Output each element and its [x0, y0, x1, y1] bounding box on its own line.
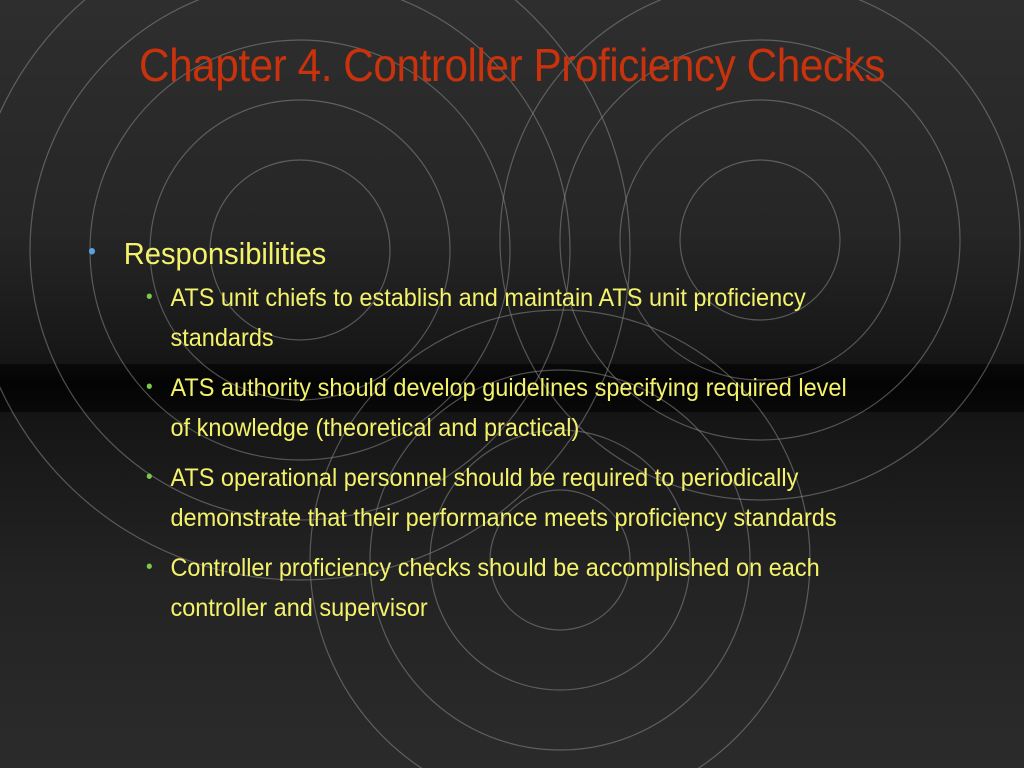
list-item-text: ATS operational personnel should be required to periodically demonstrate that their performance meets proficiency standards [170, 464, 837, 532]
sub-bullet-list [146, 278, 948, 628]
bullet-dot-icon: • [146, 556, 153, 578]
bullet-content [88, 232, 948, 638]
list-item [146, 278, 866, 358]
bullet-dot-icon: • [146, 466, 153, 488]
bullet-dot-icon: • [146, 376, 153, 398]
heading-item [88, 232, 896, 276]
slide-title: Chapter 4. Controller Proficiency Checks [138, 39, 886, 91]
list-item-text: ATS authority should develop guidelines specifying required level of knowledge (theoretical and practical) [170, 374, 847, 442]
heading-text: Responsibilities [123, 236, 327, 271]
list-item [146, 368, 866, 448]
bullet-dot-icon: • [88, 238, 96, 265]
list-item-text: Controller proficiency checks should be accomplished on each controller and supervisor [170, 554, 820, 622]
list-item [146, 458, 866, 538]
bullet-dot-icon: • [146, 286, 153, 308]
list-item [146, 548, 866, 628]
list-item-text: ATS unit chiefs to establish and maintain ATS unit proficiency standards [170, 284, 806, 352]
